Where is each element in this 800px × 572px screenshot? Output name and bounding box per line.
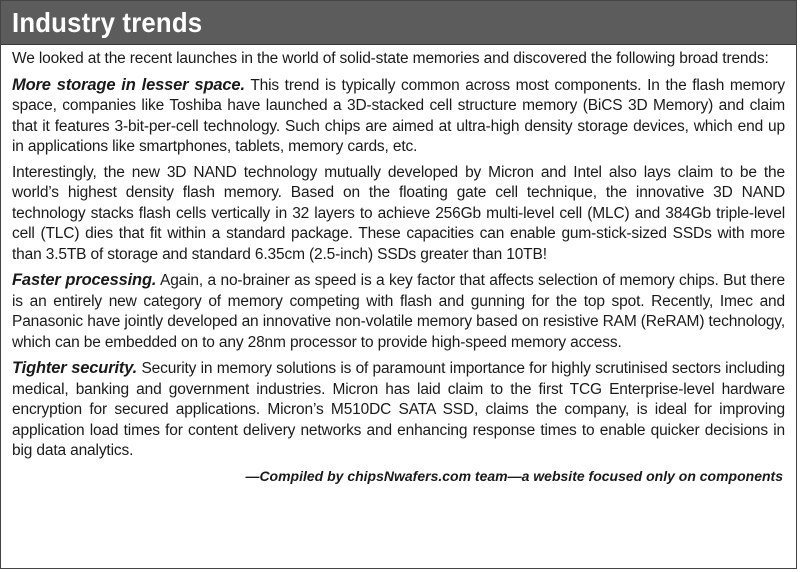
box-content <box>1 45 796 485</box>
credit-line: —Compiled by chipsNwafers.com team—a website focused only on components <box>245 467 783 484</box>
trend-storage-heading: More storage in lesser space. <box>12 75 245 94</box>
trend-3d-nand-body: Interestingly, the new 3D NAND technology mutually developed by Micron and Intel also lays claim to be the world’s highest density flash memory. Based on the floating gate cell technique, the innovative 3D NAND technology stacks flash cells vertically in 32 layers to achieve 256Gb multi-level cell (MLC) and 384Gb triple-level cell (TLC) dies that fit within a standard package. These capacities can enable gum-stick-sized SSDs with more than 3.5TB of storage and standard 6.35cm (2.5-inch) SSDs greater than 10TB! <box>12 163 785 263</box>
box-title: Industry trends <box>12 6 203 38</box>
intro-paragraph: We looked at the recent launches in the world of solid-state memories and discovered the following broad trends: <box>12 50 769 67</box>
trend-processing-paragraph <box>12 270 785 353</box>
trend-processing-heading: Faster processing. <box>12 271 157 289</box>
trend-storage-paragraph <box>12 75 785 158</box>
trend-security-paragraph <box>12 358 785 462</box>
trend-3d-nand-paragraph <box>12 163 785 266</box>
trend-security-body: Security in memory solutions is of paramount importance for highly scrutinised sectors including medical, banking and government industries. Micron has laid claim to the first TCG Enterprise-level hardware encryption for secured applications. Micron’s M510DC SATA SSD, claims the company, is ideal for improving application load times for content delivery networks and enhancing response times to enable quicker decisions in big data analytics. <box>12 360 785 459</box>
trend-security-heading: Tighter security. <box>12 359 138 377</box>
title-bar <box>1 1 796 45</box>
trend-storage-body: This trend is typically common across most components. In the flash memory space, companies like Toshiba have launched a 3D-stacked cell structure memory (BiCS 3D Memory) and claim that it features 3-bit-per-cell technology. Such chips are aimed at ultra-high density storage devices, which end up in applications like smartphones, tablets, memory cards, etc. <box>12 76 785 155</box>
trend-processing-body: Again, a no-brainer as speed is a key factor that affects selection of memory chips. But there is an entirely new category of memory competing with flash and gunning for the top spot. Recently, Imec and Panasonic have jointly developed an innovative non-volatile memory based on resistive RAM (ReRAM) technology, which can be embedded on to any 28nm processor to provide high-speed memory access. <box>12 272 785 351</box>
